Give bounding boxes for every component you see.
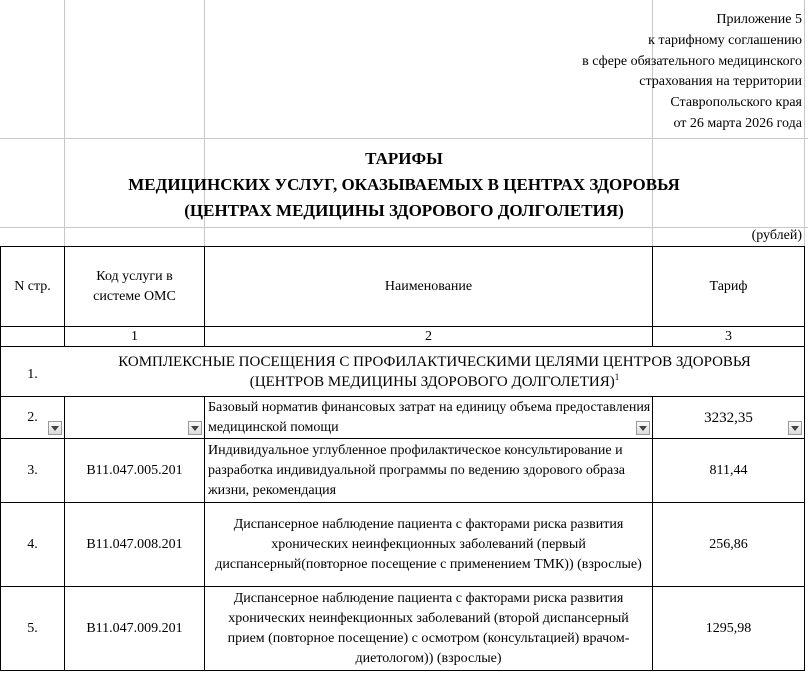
- col-number-1: 1: [131, 328, 138, 344]
- row-code: B11.047.005.201: [86, 462, 183, 478]
- header-name: Наименование: [384, 278, 473, 294]
- row-code: B11.047.009.201: [86, 620, 183, 636]
- section-title-line-2: (ЦЕНТРОВ МЕДИЦИНЫ ЗДОРОВОГО ДОЛГОЛЕТИЯ)$^1$: [249, 371, 620, 390]
- appendix-line: в сфере обязательного медицинского: [582, 53, 802, 69]
- row-name: Диспансерное наблюдение пациента с факторами риска развития хронических неинфекционных заболеваний (первый диспансерный(повторное посещение с применением ТМК)) (взрослые): [215, 516, 642, 572]
- row-tariff: 256,86: [709, 536, 748, 552]
- appendix-line: к тарифному соглашению: [648, 32, 802, 48]
- section-title: [65, 347, 804, 396]
- row-num: 2.: [27, 409, 38, 425]
- row-num: 5.: [27, 620, 38, 636]
- title-line-1: ТАРИФЫ: [365, 149, 443, 168]
- header-num: N стр.: [14, 278, 51, 294]
- filter-dropdown-icon[interactable]: [788, 421, 802, 435]
- row-name: Базовый норматив финансовых затрат на единицу объема предоставления медицинской помощи: [208, 400, 651, 435]
- col-number-2: 2: [425, 328, 432, 344]
- appendix-note: [582, 10, 802, 135]
- appendix-line: Приложение 5: [716, 12, 802, 27]
- row-tariff: 3232,35: [704, 409, 753, 426]
- row-tariff: 811,44: [709, 462, 748, 478]
- filter-dropdown-icon[interactable]: [48, 421, 62, 435]
- title-line-2: МЕДИЦИНСКИХ УСЛУГ, ОКАЗЫВАЕМЫХ В ЦЕНТРАХ ЗДОРОВЬЯ: [128, 175, 680, 194]
- row-code: B11.047.008.201: [86, 536, 183, 552]
- header-code: Код услуги в системе ОМС: [93, 268, 176, 304]
- appendix-line: Ставропольского края: [670, 95, 802, 111]
- row-name: Диспансерное наблюдение пациента с факторами риска развития хронических неинфекционных заболеваний (второй диспансерный прием (повторное посещение) с осмотром (консультацией) врачом- диетологом)) (взрослые): [227, 590, 630, 666]
- appendix-line: от 26 марта 2026 года: [673, 115, 802, 131]
- header-tariff: Тариф: [709, 278, 748, 294]
- footnote-mark: 1: [614, 371, 620, 382]
- appendix-line: страхования на территории: [639, 74, 802, 90]
- filter-dropdown-icon[interactable]: [188, 421, 202, 435]
- grid-line: [0, 138, 808, 139]
- col-number-3: 3: [725, 328, 732, 344]
- filter-dropdown-icon[interactable]: [636, 421, 650, 435]
- row-num: 4.: [27, 536, 38, 552]
- row-name: Индивидуальное углубленное профилактическое консультирование и разработка индивидуальной программы по ведению здорового образа жизни, рекомендация: [208, 442, 625, 498]
- units-label: (рублей): [751, 228, 802, 243]
- section-title-line-1: КОМПЛЕКСНЫЕ ПОСЕЩЕНИЯ С ПРОФИЛАКТИЧЕСКИМИ ЦЕЛЯМИ ЦЕНТРОВ ЗДОРОВЬЯ: [118, 353, 751, 370]
- row-code: [65, 397, 204, 438]
- row-num: 3.: [27, 462, 38, 478]
- row-tariff: 1295,98: [705, 620, 752, 636]
- section-num: 1.: [27, 366, 38, 382]
- grid-line: [0, 227, 808, 228]
- document-title: [0, 146, 808, 224]
- title-line-3: (ЦЕНТРАХ МЕДИЦИНЫ ЗДОРОВОГО ДОЛГОЛЕТИЯ): [184, 201, 624, 220]
